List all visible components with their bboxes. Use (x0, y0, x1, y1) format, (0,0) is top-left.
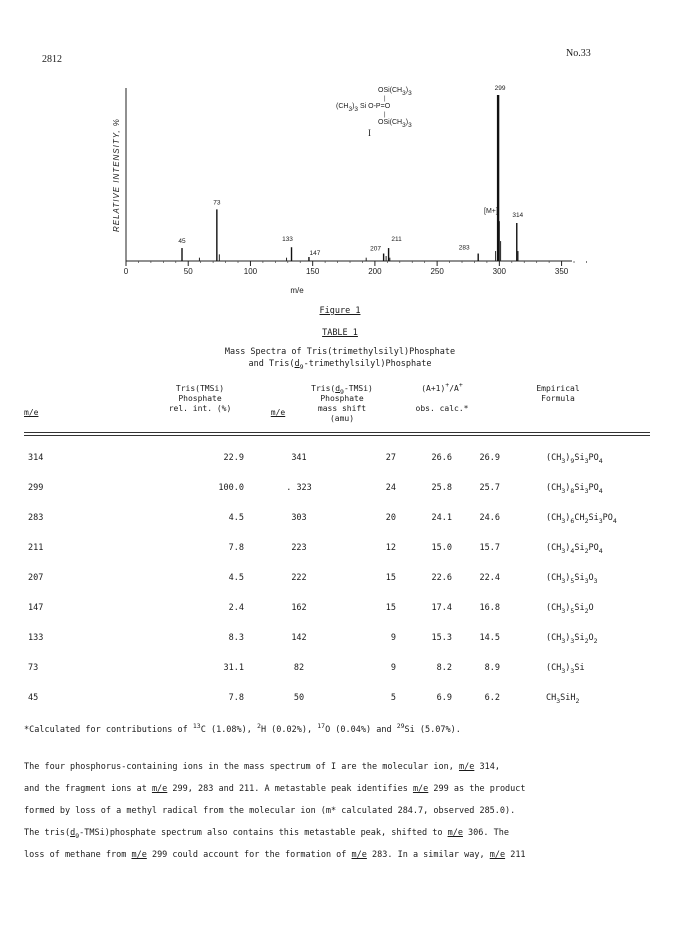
x-tick-label: 150 (305, 267, 320, 276)
peak-label-211: 211 (391, 236, 402, 244)
cell-calc: 22.4 (479, 573, 500, 583)
cell-mass-shift: 9 (390, 663, 396, 673)
cell-mass-shift: 9 (390, 633, 396, 643)
peak-label-283: 283 (458, 244, 470, 252)
cell-formula: $(CH_3)_5Si_3O_3$ (546, 573, 598, 585)
cell-formula: $(CH_3)_5Si_2O$ (546, 603, 594, 615)
page-number: 2812 (42, 54, 62, 65)
cell-calc: 15.7 (479, 543, 500, 553)
cell-obs: 15.0 (431, 543, 452, 553)
cell-calc: 8.9 (484, 663, 500, 673)
header-mz-d9: m/e (270, 408, 286, 417)
header-rule-2 (24, 435, 650, 436)
y-axis-label: RELATIVE INTENSITY, % (112, 118, 121, 232)
cell-rel-int: 8.3 (228, 633, 244, 643)
cell-mz: 299 (28, 483, 44, 493)
peak-label-314: 314 (512, 211, 524, 219)
cell-mz-d9: . 323 (286, 483, 312, 493)
cell-obs: 6.9 (436, 693, 452, 703)
cell-mz-d9: 303 (291, 513, 307, 523)
x-tick-label: 250 (430, 267, 444, 276)
cell-formula: $(CH_3)_6CH_2Si_3PO_4$ (546, 513, 617, 525)
table-title: Mass Spectra of Tris(trimethylsilyl)Phosphate and $Tris(d_9-trimethylsilyl)Phosphate$ (224, 347, 456, 371)
cell-formula: $(CH_3)_3Si$ (546, 663, 585, 675)
header-formula: Empirical Formula (536, 384, 580, 403)
cell-mz: 73 (28, 663, 39, 673)
cell-obs: 24.1 (431, 513, 452, 523)
x-tick-label: 0 (123, 267, 129, 276)
x-tick-label: 100 (243, 267, 258, 276)
cell-mz: 45 (28, 693, 39, 703)
x-tick-label: 350 (554, 267, 569, 276)
cell-rel-int: 7.8 (228, 543, 244, 553)
cell-rel-int: 100.0 (218, 483, 244, 493)
header-mass-shift: $Tris(d_9-TMSi)$ Phosphate mass shift (amu) (311, 384, 373, 423)
cell-mz: 207 (28, 573, 44, 583)
chart-ticks (124, 261, 587, 276)
table-footnote: *Calculated for contributions of $^{13}$C (1.08%), $^2$H (0.02%), $^{17}$O (0.04%) and $^{29}$Si (5.07%). (24, 722, 461, 735)
cell-rel-int: 31.1 (223, 663, 244, 673)
cell-obs: 22.6 (431, 573, 452, 583)
body-line-2: and the fragment ions at m/e 299, 283 and 211. A metastable peak identifies m/e 299 as the product (24, 784, 526, 794)
cell-calc: 25.7 (479, 483, 500, 493)
cell-mass-shift: 15 (385, 603, 396, 613)
body-line-3: formed by loss of a methyl radical from the molecular ion (m* calculated 284.7, observed 285.0). (24, 806, 516, 816)
cell-formula: $(CH_3)_8Si_3PO_4$ (546, 483, 603, 495)
peak-label-133: 133 (282, 236, 293, 244)
issue-number: No.33 (566, 48, 591, 59)
cell-mz: 133 (28, 633, 44, 643)
cell-mass-shift: 20 (385, 513, 396, 523)
cell-rel-int: 7.8 (228, 693, 244, 703)
cell-mz-d9: 222 (291, 573, 307, 583)
structure-line-3: $OSi(CH_3)_3$ (378, 119, 412, 129)
structure-line-2: $(CH_3)_3$ Si O-P=O (336, 103, 391, 113)
cell-mass-shift: 15 (385, 573, 396, 583)
table-row (24, 443, 650, 473)
mass-spectra-table (24, 443, 650, 713)
structure-numeral: I (368, 128, 371, 138)
cell-formula: $(CH_3)_3Si_2O_2$ (546, 633, 598, 645)
table-row (24, 503, 650, 533)
cell-mz-d9: 82 (293, 663, 305, 673)
table-row (24, 533, 650, 563)
peak-label-299: 299 (494, 85, 506, 92)
cell-formula: $(CH_3)_4Si_2PO_4$ (546, 543, 603, 555)
table-row (24, 593, 650, 623)
mass-spectrum-chart (0, 0, 680, 300)
peak-label-147: 147 (309, 250, 321, 258)
cell-calc: 24.6 (479, 513, 500, 523)
cell-mass-shift: 12 (385, 543, 396, 553)
cell-rel-int: 2.4 (228, 603, 244, 613)
header-rule-1 (24, 432, 650, 433)
header-mz: m/e (24, 408, 39, 417)
peak-label-73: 73 (213, 199, 221, 207)
peak-label-207: 207 (370, 245, 382, 253)
cell-obs: 17.4 (431, 603, 452, 613)
table-row (24, 473, 650, 503)
x-tick-label: 300 (492, 267, 507, 276)
x-tick-label: 200 (368, 267, 382, 276)
cell-mass-shift: 5 (390, 693, 396, 703)
cell-rel-int: 4.5 (228, 573, 244, 583)
cell-rel-int: 4.5 (228, 513, 244, 523)
structure-formula: $OSi(CH_3)_3$ | $(CH_3)_3$ Si O-P=O | $OSi(CH_3)_3$ I (336, 87, 412, 138)
cell-mz: 314 (28, 453, 44, 463)
cell-mz-d9: 50 (293, 693, 305, 703)
structure-line-1: $OSi(CH_3)_3$ (378, 87, 412, 97)
body-line-1: The four phosphorus-containing ions in the mass spectrum of I are the molecular ion, m/e 314, (24, 762, 500, 772)
cell-mass-shift: 24 (385, 483, 396, 493)
header-rel-int: Tris(TMSi) Phosphate rel. int. (%) (168, 384, 232, 413)
cell-mass-shift: 27 (385, 453, 396, 463)
cell-mz: 211 (28, 543, 44, 553)
peak-label-45: 45 (178, 238, 186, 246)
x-tick-label: 50 (183, 267, 193, 276)
cell-formula: $CH_3SiH_2$ (546, 693, 580, 705)
cell-obs: 15.3 (431, 633, 452, 643)
figure-caption: Figure 1 (319, 306, 361, 316)
cell-calc: 26.9 (479, 453, 500, 463)
body-line-5: loss of methane from m/e 299 could account for the formation of m/e 283. In a similar way, m/e 211 (24, 850, 526, 860)
table-label: TABLE 1 (322, 328, 358, 338)
cell-mz: 147 (28, 603, 44, 613)
table-row (24, 653, 650, 683)
body-line-4: The $tris(d_9-TMSi)phosphate$ spectrum also contains this metastable peak, shifted to m/e 306. The (24, 828, 509, 840)
table-row (24, 623, 650, 653)
cell-obs: 25.8 (431, 483, 452, 493)
header-ratio: (A+1)+/A+ obs. calc.* (415, 381, 469, 413)
cell-mz-d9: 142 (291, 633, 307, 643)
table-row (24, 683, 650, 713)
cell-mz-d9: 162 (291, 603, 307, 613)
table-row (24, 563, 650, 593)
cell-calc: 16.8 (479, 603, 500, 613)
cell-mz-d9: 223 (291, 543, 307, 553)
cell-rel-int: 22.9 (223, 453, 244, 463)
cell-calc: 6.2 (484, 693, 500, 703)
molecular-ion-annotation: [M+] (484, 208, 498, 215)
x-axis-label: m/e (290, 286, 304, 295)
cell-mz-d9: 341 (291, 453, 307, 463)
cell-mz: 283 (28, 513, 44, 523)
cell-obs: 26.6 (431, 453, 452, 463)
cell-formula: $(CH_3)_9Si_3PO_4$ (546, 453, 603, 465)
cell-obs: 8.2 (436, 663, 452, 673)
cell-calc: 14.5 (479, 633, 500, 643)
